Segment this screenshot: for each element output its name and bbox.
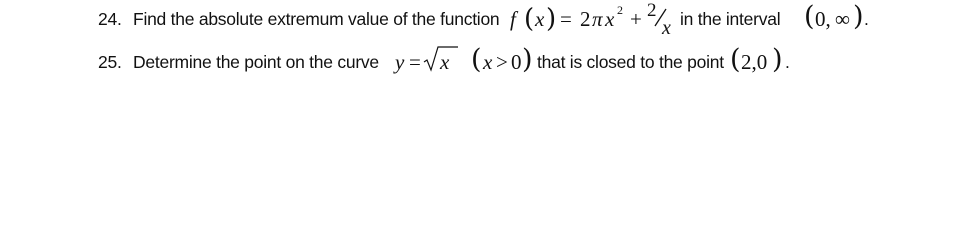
point-close-paren: ) (772, 44, 783, 75)
equals-sign: = (409, 50, 421, 74)
problem-number: 24. (98, 9, 122, 29)
point-open-paren: ( (730, 44, 741, 75)
open-paren: ( (524, 4, 535, 34)
condition-open-paren: ( (471, 44, 482, 75)
problem-text: Determine the point on the curve (133, 52, 379, 72)
function-name: f (510, 7, 516, 31)
problem-text: Find the absolute extremum value of the function (133, 9, 500, 29)
fraction-denominator: x (662, 17, 671, 39)
interval-close-paren: ) (853, 1, 864, 32)
interval-open-paren: ( (804, 1, 815, 32)
plus-sign: + (630, 7, 642, 31)
infinity-symbol: ∞ (835, 7, 850, 31)
problem-25 (0, 40, 956, 80)
condition-close-paren: ) (522, 44, 533, 75)
problem-24 (0, 0, 956, 40)
problem-text-middle: that is closed to the point (537, 52, 724, 72)
coefficient: 2 (580, 7, 591, 31)
problem-text-middle: in the interval (680, 9, 781, 29)
pi-symbol: π (592, 7, 603, 31)
close-paren: ) (546, 4, 557, 34)
interval-lower-bound: 0, (815, 7, 831, 31)
period: . (864, 9, 869, 29)
greater-than-sign: > (496, 50, 508, 74)
variable-y: y (395, 50, 405, 74)
equals-sign: = (560, 7, 572, 31)
variable-x-squared: x (605, 7, 615, 31)
condition-x: x (483, 50, 493, 74)
period: . (785, 52, 790, 72)
condition-zero: 0 (511, 50, 522, 74)
point-coordinates: 2,0 (741, 50, 768, 74)
variable-x: x (535, 7, 545, 31)
fraction-numerator: 2 (647, 0, 657, 21)
exponent: 2 (617, 3, 623, 17)
radicand-x: x (440, 50, 450, 74)
problem-number: 25. (98, 52, 122, 72)
